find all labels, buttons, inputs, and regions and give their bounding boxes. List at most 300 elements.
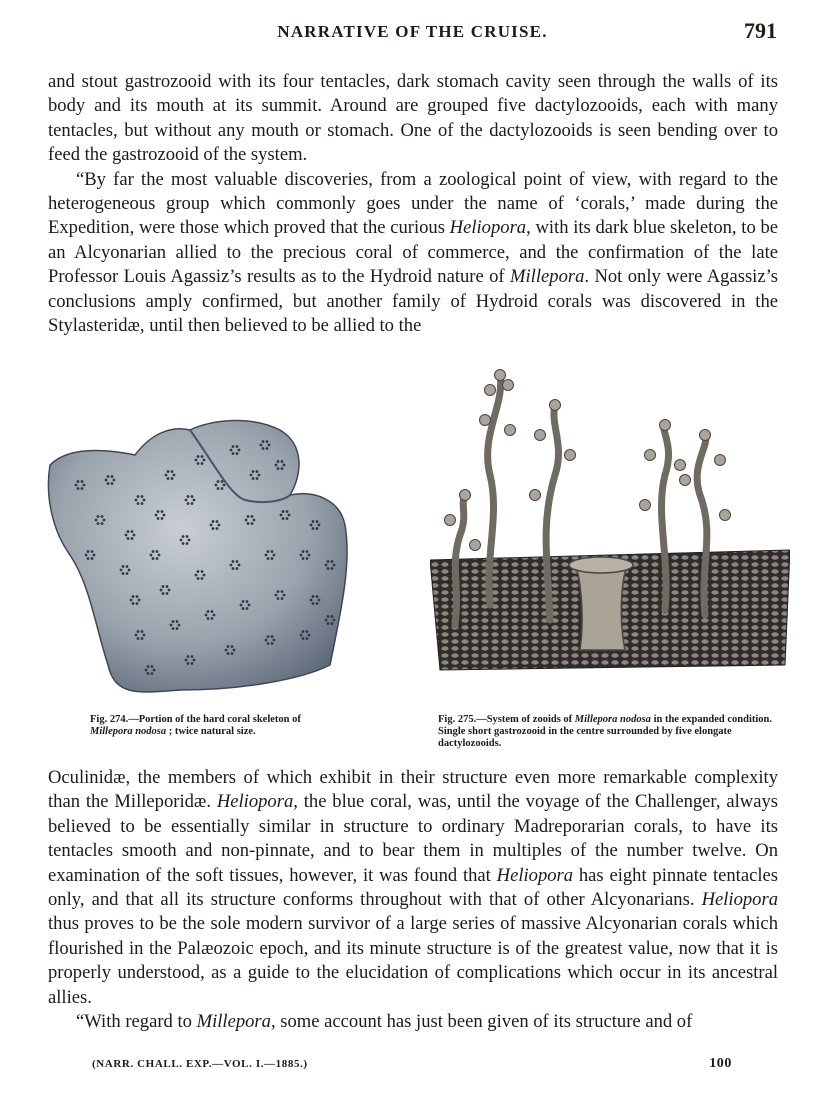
zooid-system-illustration [430,365,790,705]
p4-text-b: , some account has just been given of its structure and of [270,1011,693,1033]
figure-275-caption [438,714,783,750]
coral-pore [197,455,200,458]
coral-pore [308,554,311,557]
caption-275-species: Millepora nodosa [574,714,651,725]
p2-genus-heliopora: Heliopora [449,217,527,239]
coral-pore [93,554,96,557]
coral-pore [130,599,133,602]
coral-pore [325,564,328,567]
coral-pore [187,495,190,498]
paragraph-4 [48,1010,778,1034]
coral-pore [171,470,174,473]
coral-pore [302,637,305,640]
coral-pore [151,665,154,668]
caption-275-prefix: Fig. 275.—System of zooids of [438,714,575,725]
coral-pore [210,524,213,527]
paragraph-2 [48,168,778,339]
coral-pore [191,502,194,505]
coral-pore [156,550,159,553]
coral-pore [193,499,196,502]
coral-pore [245,519,248,522]
coral-pore [136,602,139,605]
coral-pore [331,567,334,570]
coral-pore [282,517,285,520]
coral-pore [251,515,254,518]
coral-pore [267,557,270,560]
coral-pore [168,589,171,592]
coral-pore [236,567,239,570]
coral-pore [197,577,200,580]
coral-pore [105,479,108,482]
coral-pore [327,615,330,618]
coral-pore [111,482,114,485]
coral-pore [262,447,265,450]
coral-pore [240,604,243,607]
coral-pore [205,614,208,617]
tentacle-knob [680,475,691,486]
coral-pore [162,592,165,595]
tentacle-knob [445,515,456,526]
coral-pore [327,567,330,570]
coral-pore [97,522,100,525]
coral-pore [230,564,233,567]
coral-pore [316,602,319,605]
coral-pore [165,474,168,477]
coral-pore [186,542,189,545]
tentacle-knob [495,370,506,381]
coral-pore [227,652,230,655]
coral-pore [125,534,128,537]
coral-pore [300,634,303,637]
coral-pore [283,464,286,467]
coral-pore [107,482,110,485]
coral-pore [275,594,278,597]
coral-pore [138,599,141,602]
coral-pore [132,595,135,598]
coral-pore [312,520,315,523]
p3-genus-3: Heliopora [701,889,778,911]
coral-pore [191,662,194,665]
coral-pore [238,449,241,452]
coral-pore [271,642,274,645]
coral-pore [277,460,280,463]
coral-pore [260,444,263,447]
footer-signature: (NARR. CHALL. EXP.—VOL. I.—1885.) [92,1058,308,1070]
coral-pore [150,554,153,557]
tentacle-knob [675,460,686,471]
coral-pore [197,570,200,573]
coral-pore [318,599,321,602]
coral-pore [136,595,139,598]
coral-pore [265,639,268,642]
coral-pore [277,590,280,593]
coral-pore [167,470,170,473]
coral-pore [266,440,269,443]
coral-pore [333,619,336,622]
coral-pore [268,444,271,447]
coral-pore [273,639,276,642]
coral-pore [227,645,230,648]
coral-pore [137,637,140,640]
coral-pore [280,514,283,517]
coral-pore [161,517,164,520]
coral-pore [188,539,191,542]
coral-pore [331,622,334,625]
coral-pore [201,577,204,580]
coral-pore [211,610,214,613]
caption-275-suffix: in the expanded condition. Single short gastrozooid in the centre surrounded by five elongate dactylozooids. [438,714,773,749]
coral-pore [83,484,86,487]
coral-pore [180,539,183,542]
coral-pore [232,452,235,455]
coral-pore [306,630,309,633]
coral-pore [195,574,198,577]
p2-text-c: . Not only were Agassiz’s conclusions amply confirmed, but another family of Hydroid corals was discovered in the Stylasteridæ, until then believed to be allied to the [48,266,778,337]
caption-274-suffix: ; twice natural size. [166,726,256,737]
coral-pore [277,597,280,600]
paragraph-1: and stout gastrozooid with its four tentacles, dark stomach cavity seen through the walls of its body and its mouth at its summit. Around are grouped five dactylozooids, each with many tentacles, but without any mouth or stomach. One of the dactylozooids is seen bending over to feed the gastrozooid of the system. [48,71,778,166]
coral-pore [152,550,155,553]
coral-pore [143,499,146,502]
coral-pore [312,602,315,605]
coral-pore [213,614,216,617]
coral-pore [333,564,336,567]
coral-pore [153,669,156,672]
coral-pore [253,519,256,522]
coral-pore [266,447,269,450]
coral-pore [85,554,88,557]
coral-pore [282,510,285,513]
coral-skeleton-illustration [40,405,380,705]
coral-pore [81,480,84,483]
coral-pore [137,502,140,505]
coral-pore [267,635,270,638]
coral-pore [187,502,190,505]
coral-pore [156,557,159,560]
coral-pore [316,527,319,530]
coral-pore [122,572,125,575]
coral-pore [87,557,90,560]
coral-pore [187,662,190,665]
coral-pore [267,550,270,553]
coral-pore [101,515,104,518]
coral-pore [246,607,249,610]
running-header: NARRATIVE OF THE CRUISE. [277,22,548,41]
coral-pore [256,477,259,480]
coral-pore [147,672,150,675]
coral-skeleton-body [48,421,347,692]
coral-pore [251,522,254,525]
coral-pore [242,600,245,603]
coral-pore [127,530,130,533]
coral-pore [191,655,194,658]
coral-pore [248,604,251,607]
coral-pore [233,649,236,652]
coral-pore [300,554,303,557]
coral-pore [170,624,173,627]
coral-pore [212,520,215,523]
coral-pore [306,637,309,640]
coral-pore [103,519,106,522]
coral-pore [265,554,268,557]
coral-pore [75,484,78,487]
coral-pore [91,550,94,553]
coral-pore [147,665,150,668]
coral-pore [172,627,175,630]
coral-pore [171,477,174,480]
coral-pore [193,659,196,662]
coral-pore [178,624,181,627]
coral-pore [207,617,210,620]
coral-pore [221,480,224,483]
coral-pore [286,510,289,513]
coral-pore [316,595,319,598]
coral-pore [87,550,90,553]
coral-pore [246,600,249,603]
coral-pore [95,519,98,522]
coral-pore [101,522,104,525]
coral-pore [173,474,176,477]
coral-pore [132,602,135,605]
coral-pore [211,617,214,620]
coral-pore [230,449,233,452]
coral-pore [232,560,235,563]
tentacle-knob [505,425,516,436]
coral-pore [133,534,136,537]
coral-pore [185,499,188,502]
tentacle-knob [700,430,711,441]
coral-pore [122,565,125,568]
coral-pore [262,440,265,443]
coral-pore [281,590,284,593]
p2-text-a: “By far the most valuable discoveries, from a zoological point of view, with regard to the heterogeneous group which commonly goes under the name of ‘corals,’ made during the Expedition, were those which proved that the curious [48,168,778,239]
coral-pore [267,642,270,645]
coral-pore [327,622,330,625]
coral-pore [231,652,234,655]
coral-pore [318,524,321,527]
coral-pore [167,477,170,480]
coral-pore [252,477,255,480]
tentacle-knob [480,415,491,426]
p3-genus-2: Heliopora [496,864,574,886]
coral-pore [232,445,235,448]
footer-signature-number: 100 [709,1056,732,1071]
coral-pore [281,460,284,463]
coral-pore [310,599,313,602]
coral-pore [151,672,154,675]
coral-pore [113,479,116,482]
p2-genus-millepora: Millepora [510,266,585,288]
coral-pore [126,565,129,568]
coral-pore [250,474,253,477]
coral-pore [161,510,164,513]
tentacle-knob [565,450,576,461]
coral-pore [286,517,289,520]
coral-pore [131,537,134,540]
coral-pore [162,585,165,588]
coral-pore [302,630,305,633]
coral-pore [216,527,219,530]
coral-pore [135,499,138,502]
coral-pore [201,455,204,458]
coral-pore [308,634,311,637]
tentacle-knob [550,400,561,411]
coral-pore [283,594,286,597]
tentacle-knob [460,490,471,501]
coral-pore [236,452,239,455]
page-footer [92,1058,732,1070]
coral-pore [172,620,175,623]
coral-pore [77,487,80,490]
coral-pore [242,607,245,610]
coral-pore [232,567,235,570]
coral-pore [306,557,309,560]
gastrozooid-mouth [569,557,633,573]
coral-pore [252,470,255,473]
coral-pore [312,527,315,530]
coral-pore [111,475,114,478]
tentacle-knob [535,430,546,441]
coral-pore [212,527,215,530]
p3-text-c: has eight pinnate tentacles only, and that all its structure conforms throughout with that of other Alcyonarians. [48,864,778,911]
coral-pore [141,637,144,640]
coral-pore [126,572,129,575]
p3-text-d: thus proves to be the sole modern survivor of a large series of massive Alcyonarian corals which flourished in the Palæozoic epoch, and its minute structure is of the greatest value, now that it is properly understood, as a guide to the elucidation of complications which occur in its ancestral allies. [48,913,778,1008]
coral-pore [176,620,179,623]
p3-text-a: Oculinidæ, the members of which exhibit in their structure even more remarkable complexity than the Milleporidæ. [48,767,778,813]
tentacle-knob [640,500,651,511]
coral-pore [306,550,309,553]
coral-pore [281,597,284,600]
coral-pore [302,557,305,560]
coral-pore [97,515,100,518]
p3-text-b: , the blue coral, was, until the voyage of the Challenger, always believed to be essentially similar in structure to ordinary Madreporarian corals, to have its tentacles smooth and non-pinnate, and to bear them in multiples of the number twelve. On examination of the soft tissues, however, it was found that [48,791,778,886]
coral-pore [120,569,123,572]
coral-pore [218,524,221,527]
tentacle-knob [530,490,541,501]
figure-274-caption [90,714,340,738]
coral-pore [201,462,204,465]
coral-pore [166,585,169,588]
coral-pore [135,634,138,637]
coral-pore [288,514,291,517]
page-number: 791 [744,18,777,43]
p4-text-a: “With regard to [76,1011,197,1033]
coral-pore [163,514,166,517]
coral-pore [258,474,261,477]
coral-pore [221,487,224,490]
p3-genus-1: Heliopora [216,791,294,813]
coral-pore [155,514,158,517]
coral-pore [77,480,80,483]
coral-pore [145,669,148,672]
coral-pore [331,560,334,563]
coral-pore [238,564,241,567]
coral-pore [141,630,144,633]
coral-pore [331,615,334,618]
coral-pore [107,475,110,478]
coral-pore [143,634,146,637]
caption-274-species: Millepora nodosa [90,726,167,737]
coral-pore [302,550,305,553]
p2-text-b: , with its dark blue skeleton, to be an Alcyonarian allied to the precious coral of commerce, and the confirmation of the late Professor Louis Agassiz’s results as to the Hydroid nature of [48,217,778,288]
dactylozooid-stalk [661,425,668,610]
tentacle-knob [720,510,731,521]
coral-pore [187,655,190,658]
tentacle-knob [503,380,514,391]
coral-pore [186,535,189,538]
coral-pore [152,557,155,560]
coral-pore [131,530,134,533]
coral-pore [271,550,274,553]
coral-pore [185,659,188,662]
coral-pore [157,517,160,520]
coral-pore [207,610,210,613]
coral-pore [91,557,94,560]
coral-pore [217,480,220,483]
coral-pore [231,645,234,648]
tentacle-knob [470,540,481,551]
coral-pore [316,520,319,523]
coral-pore [176,627,179,630]
coral-pore [203,574,206,577]
coral-pore [271,557,274,560]
coral-pore [215,484,218,487]
coral-pore [141,495,144,498]
coral-pore [197,462,200,465]
coral-pore [217,487,220,490]
coral-pore [158,554,161,557]
coral-pore [223,484,226,487]
coral-pore [256,470,259,473]
coral-pore [141,502,144,505]
coral-pore [310,524,313,527]
coral-pore [191,495,194,498]
coral-pore [247,522,250,525]
coral-pore [182,535,185,538]
coral-pore [201,570,204,573]
coral-pore [137,495,140,498]
coral-pore [275,464,278,467]
coral-pore [247,515,250,518]
coral-pore [277,467,280,470]
gastrozooid [575,565,628,650]
coral-pore [137,630,140,633]
bottom-text-block [48,766,778,1034]
coral-pore [281,467,284,470]
coral-pore [128,569,131,572]
paragraph-3 [48,766,778,1010]
coral-pore [127,537,130,540]
coral-pore [225,649,228,652]
coral-pore [182,542,185,545]
coral-pore [160,589,163,592]
top-text-block [48,70,778,338]
coral-pore [195,459,198,462]
coral-pore [327,560,330,563]
tentacle-knob [660,420,671,431]
tentacle-knob [715,455,726,466]
coral-pore [166,592,169,595]
p4-genus-millepora: Millepora [196,1011,271,1033]
coral-pore [236,445,239,448]
coral-pore [312,595,315,598]
coral-pore [271,635,274,638]
coral-pore [203,459,206,462]
tentacle-knob [645,450,656,461]
coral-pore [273,554,276,557]
tentacle-knob [485,385,496,396]
